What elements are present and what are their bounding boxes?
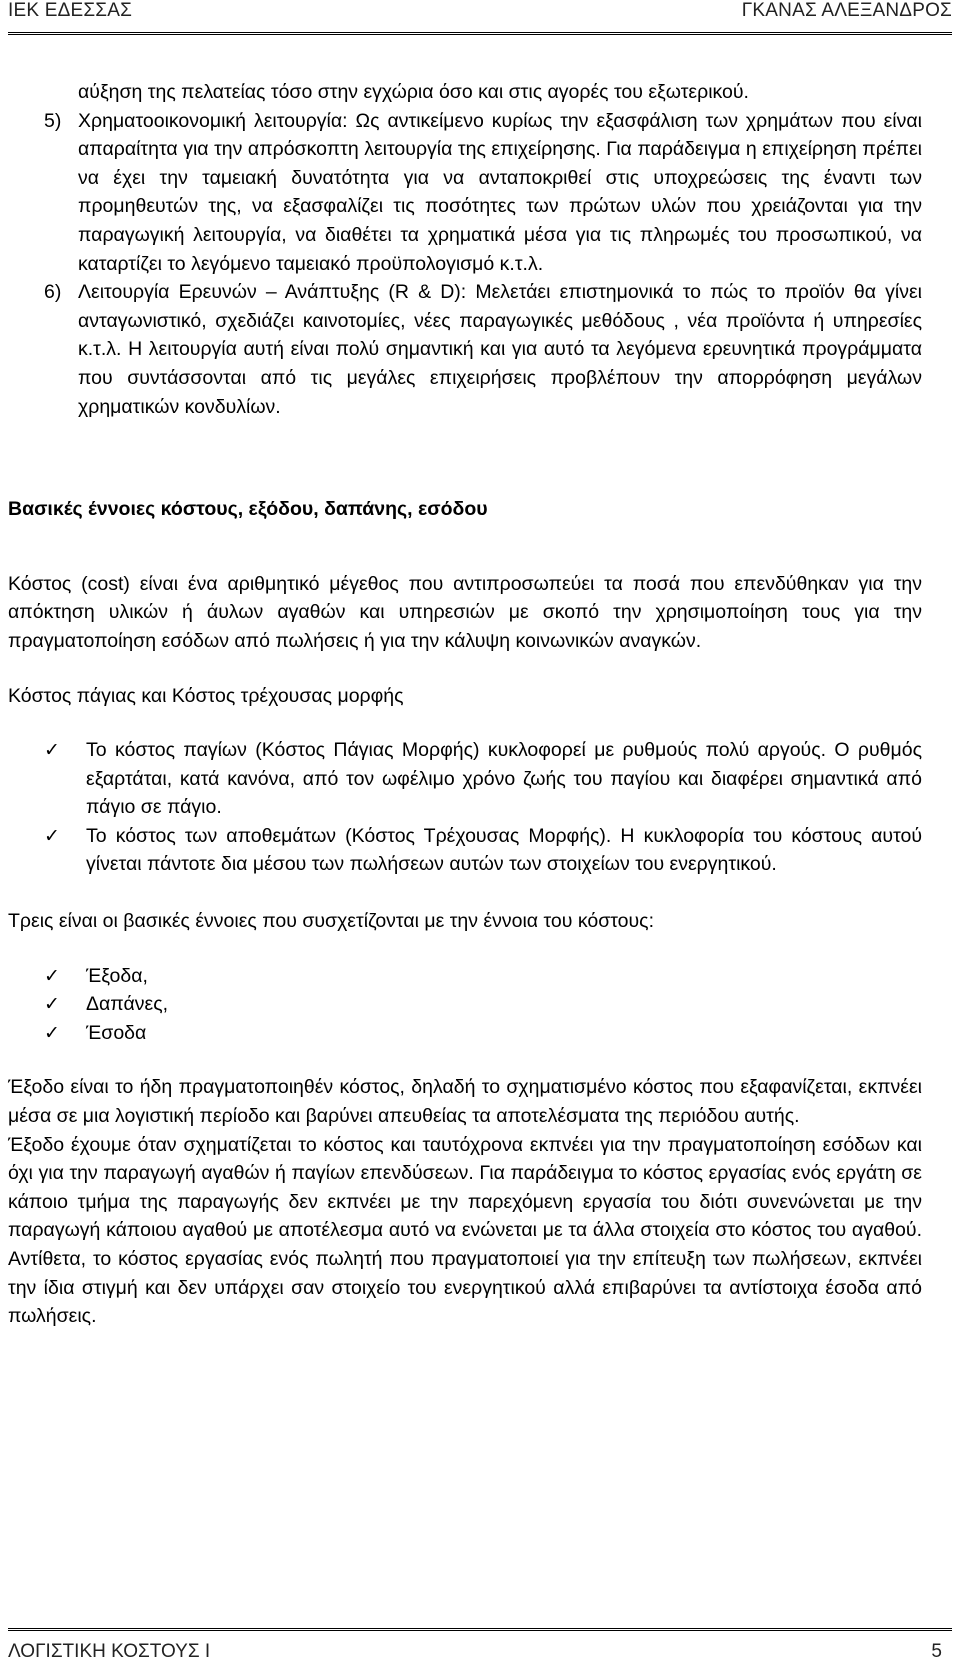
- item-number: 5): [44, 109, 62, 132]
- check-item-text: Το κόστος παγίων (Κόστος Πάγιας Μορφής) κυκλοφορεί με ρυθμούς πολύ αργούς. Ο ρυθμός εξαρτάται, κατά κανόνα, από τον ωφέλιμο χρόνο ζωής του παγίου και διαφέρει σημαντικά από πάγιο σε πάγιο.: [86, 739, 922, 819]
- check-icon: ✓: [44, 739, 60, 762]
- intro-continuation: αύξηση της πελατείας τόσο στην εγχώρια όσο και στις αγορές του εξωτερικού.: [78, 81, 749, 103]
- expense-paragraph: Έξοδο είναι το ήδη πραγματοποιηθέν κόστος, δηλαδή το σχηματισμένο κόστος που εξαφανίζεται, εκπνέει μέσα σε μια λογιστική περίοδο και βαρύνει απευθείας τα αποτελέσματα της περιόδου αυτής.: [8, 1076, 922, 1128]
- spacer: [0, 421, 960, 495]
- expense-paragraph: Έξοδο έχουμε όταν σχηματίζεται το κόστος και ταυτόχρονα εκπνέει για την πραγματοποίηση εσόδων και όχι για την παραγωγή αγαθών ή παγίων επενδύσεων. Για παράδειγμα το κόστος εργασίας ενός εργάτη σε κάποιο τμήμα της παραγωγής δεν εκπνέει με την παρεχόμενη εργασία του διότι συνενώνεται με την παραγωγή κάποιου αγαθού με αποτέλεσμα αυτό να ενώνεται με τα άλλα στοιχεία στο κόστος του αγαθού. Αντίθετα, το κόστος εργασίας ενός πωλητή που πραγματοποιεί για την επίτευξη των πωλήσεων, εκπνέει την ίδια στιγμή και δεν υπάρχει σαν στοιχείο του ενεργητικού αλλά επιβαρύνει τα αντίστοιχα έσοδα από πωλήσεις.: [8, 1133, 922, 1328]
- concept-list-item: [44, 962, 922, 991]
- header-institution: ΙΕΚ ΕΔΕΣΣΑΣ: [8, 0, 133, 21]
- concept-text: Έξοδα,: [86, 964, 148, 987]
- check-icon: ✓: [44, 1021, 60, 1044]
- check-icon: ✓: [44, 824, 60, 847]
- cost-definition-paragraph: Κόστος (cost) είναι ένα αριθμητικό μέγεθος που αντιπροσωπεύει τα ποσά που επενδύθηκαν για την απόκτηση υλικών ή άυλων αγαθών και υπηρεσιών με σκοπό την χρησιμοποίηση τους για την πραγματοποίηση εσόδων από πωλήσεις ή για την κάλυψη κοινωνικών αναγκών.: [8, 572, 922, 652]
- item-text: Λειτουργία Ερευνών – Ανάπτυξης (R & D): Μελετάει επιστημονικά το πώς το προϊόν θα γίνει ανταγωνιστικό, σχεδιάζει καινοτομίες, νέες παραγωγικές μεθόδους , νέα προϊόντα ή υπηρεσίες κ.τ.λ. Η λειτουργία αυτή είναι πολύ σημαντική και για αυτό τα λεγόμενα ερευνητικά προγράμματα που συντάσσονται από τις μεγάλες επιχειρήσεις προβλέπουν την απορρόφηση μεγάλων χρηματικών κονδυλίων.: [78, 281, 922, 418]
- check-icon: ✓: [44, 964, 60, 987]
- concept-list-item: [44, 1019, 922, 1048]
- spacer: [0, 936, 960, 962]
- section-heading: Βασικές έννοιες κόστους, εξόδου, δαπάνης, εσόδου: [8, 498, 488, 521]
- page-header: [8, 0, 952, 26]
- numbered-item-5: [44, 107, 922, 279]
- three-concepts-intro: Τρεις είναι οι βασικές έννοιες που συσχετίζονται με την έννοια του κόστους:: [8, 910, 654, 933]
- item-text: Χρηματοοικονομική λειτουργία: Ως αντικείμενο κυρίως την εξασφάλιση των χρημάτων που είναι απαραίτητα για την απρόσκοπτη λειτουργία της επιχείρησης. Για παράδειγμα η επιχείρηση πρέπει να έχει την ταμειακή δυνατότητα για να ανταποκριθεί στις υποχρεώσεις της έναντι των προμηθευτών της, να εξασφαλίζει τις ποσότητες των πρώτων υλών που χρειάζονται για την παραγωγική λειτουργία, να διαθέτει τα χρηματικά μέσα για τις πληρωμές του προσωπικού, να καταρτίζει το λεγόμενο ταμειακό προϋπολογισμό κ.τ.λ.: [78, 109, 922, 275]
- footer-page-number: 5: [931, 1641, 942, 1662]
- page-footer: [8, 1641, 942, 1667]
- check-icon: ✓: [44, 993, 60, 1016]
- spacer: [0, 524, 960, 570]
- footer-divider: [8, 1628, 952, 1631]
- concept-list-item: [44, 990, 922, 1019]
- numbered-item-6: [44, 278, 922, 421]
- fixed-current-title: Κόστος πάγιας και Κόστος τρέχουσας μορφής: [8, 684, 404, 707]
- check-list-item: [44, 736, 922, 822]
- header-divider: [8, 32, 952, 35]
- concept-text: Δαπάνες,: [86, 993, 169, 1016]
- spacer: [0, 656, 960, 682]
- concept-text: Έσοδα: [86, 1021, 147, 1044]
- footer-course-title: ΛΟΓΙΣΤΙΚΗ ΚΟΣΤΟΥΣ Ι: [8, 1641, 211, 1662]
- page-body: [0, 78, 960, 1331]
- spacer: [0, 710, 960, 736]
- check-item-text: Το κόστος των αποθεμάτων (Κόστος Τρέχουσας Μορφής). Η κυκλοφορία του κόστους αυτού γίνεται πάντοτε δια μέσου των πωλήσεων αυτών των στοιχείων του ενεργητικού.: [86, 824, 922, 876]
- spacer: [0, 879, 960, 907]
- header-author: ΓΚΑΝΑΣ ΑΛΕΞΑΝΔΡΟΣ: [741, 0, 952, 21]
- item-number: 6): [44, 281, 62, 304]
- check-list-item: [44, 822, 922, 879]
- spacer: [0, 1047, 960, 1073]
